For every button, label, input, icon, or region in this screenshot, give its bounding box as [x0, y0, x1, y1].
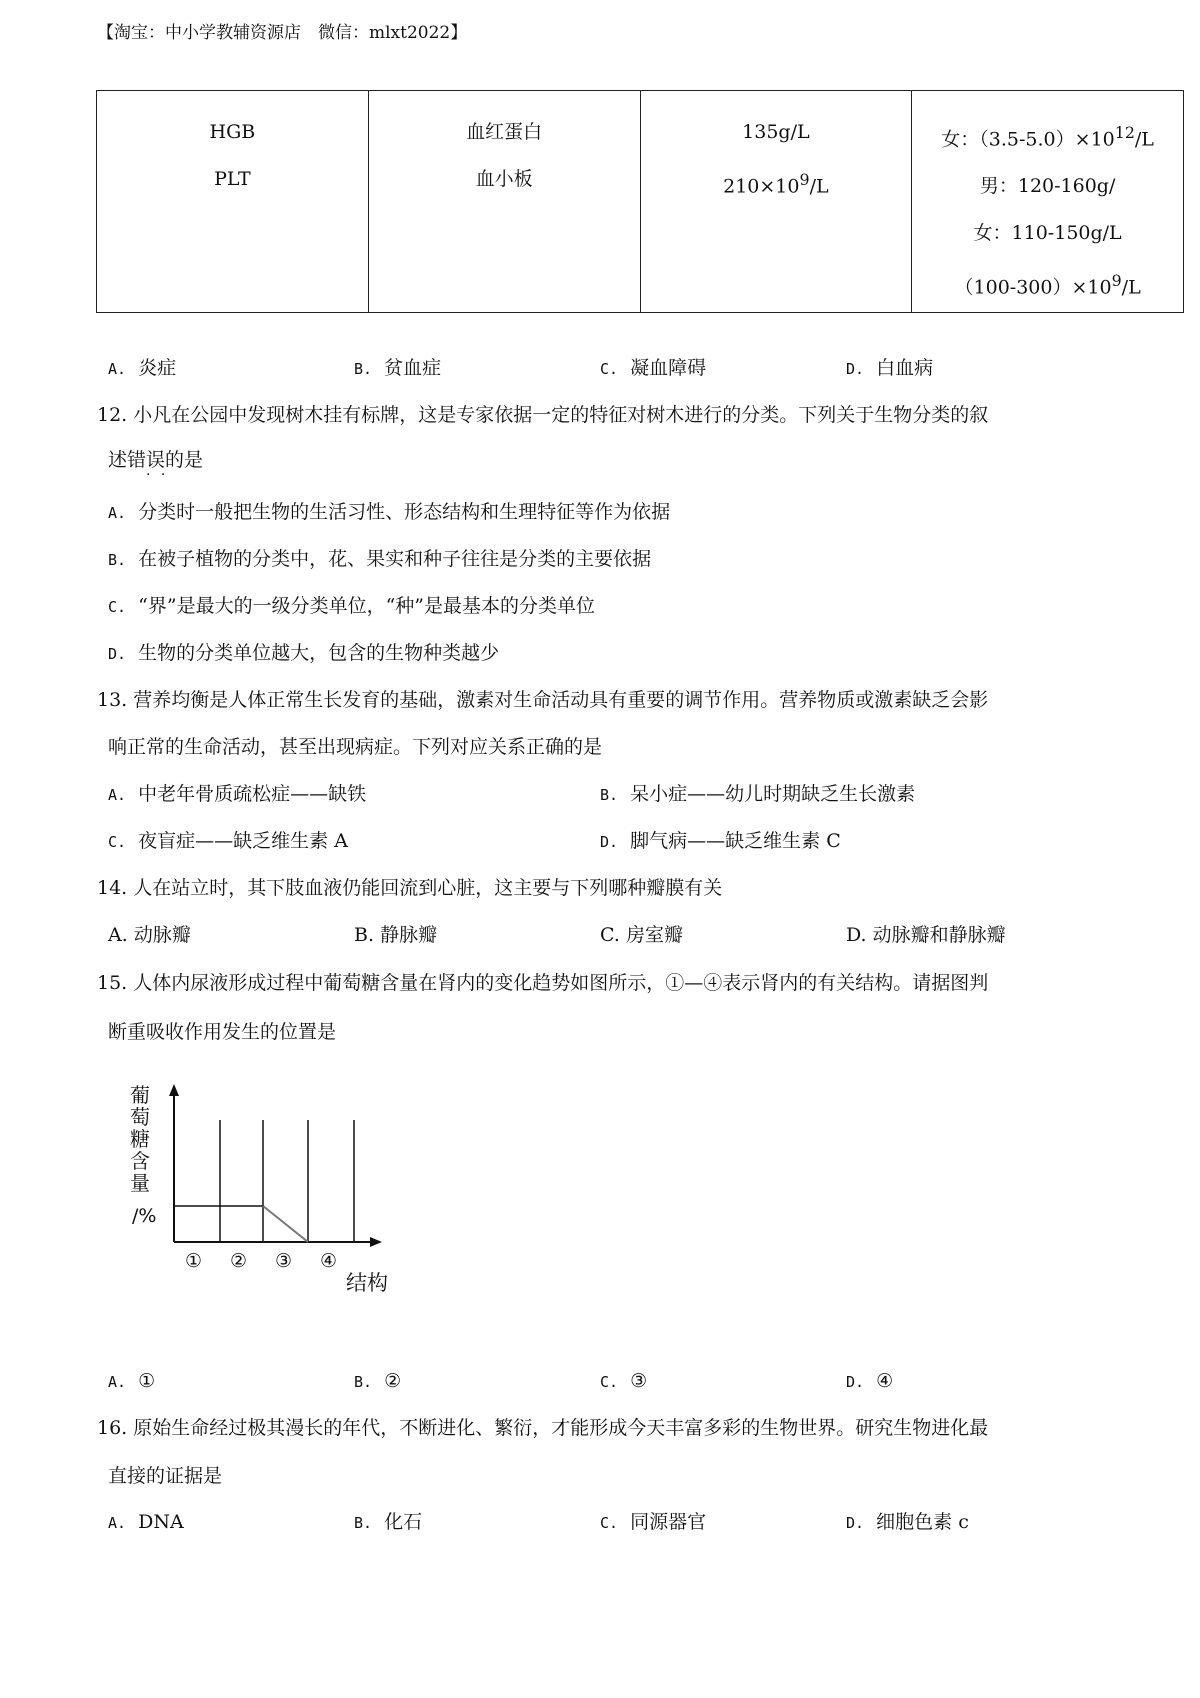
ylabel-unit: /% — [132, 1205, 157, 1227]
ylabel-char: 量 — [130, 1171, 150, 1195]
tick-1: ① — [185, 1250, 203, 1272]
page-header: 【淘宝：中小学教辅资源店 微信：mlxt2022】 — [97, 23, 468, 43]
ref-hgb-female: 女：110-150g/L — [973, 222, 1122, 245]
tick-3: ③ — [275, 1250, 293, 1272]
q16-option-d[interactable]: D. 细胞色素 c — [846, 1511, 969, 1533]
q15-option-b[interactable]: B. ② — [354, 1370, 402, 1392]
q16-stem-line2: 直接的证据是 — [108, 1465, 223, 1487]
q11-option-d[interactable]: D. 白血病 — [846, 357, 934, 379]
y-axis-label — [130, 1083, 156, 1227]
q11-option-c[interactable]: C. 凝血障碍 — [600, 357, 707, 379]
q14-stem: 14. 人在站立时，其下肢血液仍能回流到心脏，这主要与下列哪种瓣膜有关 — [97, 877, 723, 899]
q16-option-c[interactable]: C. 同源器官 — [600, 1511, 707, 1533]
q13-option-c[interactable]: C. 夜盲症——缺乏维生素 A — [108, 830, 348, 852]
q13-stem-line2: 响正常的生命活动，甚至出现病症。下列对应关系正确的是 — [108, 736, 603, 758]
q13-option-d[interactable]: D. 脚气病——缺乏维生素 C — [600, 830, 841, 852]
table-cell-abbr — [97, 91, 369, 313]
q13-option-a[interactable]: A. 中老年骨质疏松症——缺铁 — [108, 783, 367, 805]
q11-option-a[interactable]: A. 炎症 — [108, 357, 177, 379]
q12-option-a[interactable]: A. 分类时一般把生物的生活习性、形态结构和生理特征等作为依据 — [108, 501, 671, 523]
ref-hgb-male: 男：120-160g/ — [979, 175, 1116, 198]
ylabel-char: 糖 — [130, 1127, 150, 1151]
q15-option-a[interactable]: A. ① — [108, 1370, 156, 1392]
ylabel-char: 萄 — [130, 1105, 150, 1129]
q16-option-b[interactable]: B. 化石 — [354, 1511, 423, 1533]
q16-stem-line1: 16. 原始生命经过极其漫长的年代，不断进化、繁衍，才能形成今天丰富多彩的生物世界。研究生物进化最 — [97, 1417, 989, 1439]
table-cell-result — [640, 91, 912, 313]
q14-option-b[interactable]: B. 静脉瓣 — [354, 924, 438, 946]
q13-option-b[interactable]: B. 呆小症——幼儿时期缺乏生长激素 — [600, 783, 916, 805]
abbr-hgb: HGB — [209, 121, 256, 143]
x-axis-arrow — [370, 1237, 382, 1247]
ref-plt: $(100-300)\times 10^9/L$ — [954, 271, 1141, 299]
q13-stem-line1: 13. 营养均衡是人体正常生长发育的基础，激素对生命活动具有重要的调节作用。营养物质或激素缺乏会影 — [97, 689, 989, 711]
x-ticks — [185, 1250, 337, 1272]
q12-stem-line2: 述错误的是 · · — [108, 448, 1200, 472]
tick-4: ④ — [320, 1250, 338, 1272]
q12-stem-line1: 12. 小凡在公园中发现树木挂有标牌，这是专家依据一定的特征对树木进行的分类。下列关于生物分类的叙 — [97, 404, 989, 426]
q15-option-d[interactable]: D. ④ — [846, 1370, 894, 1392]
ref-rbc-female: 女：$(3.5-5.0)\times 10^{12}/L$ — [941, 123, 1154, 151]
x-axis-label: 结构 — [346, 1271, 388, 1295]
ylabel-char: 含 — [130, 1149, 150, 1173]
q12-option-c[interactable]: C. “界”是最大的一级分类单位，“种”是最基本的分类单位 — [108, 595, 596, 617]
name-plt: 血小板 — [475, 168, 533, 190]
abbr-plt: PLT — [214, 168, 251, 190]
q15-stem-line1: 15. 人体内尿液形成过程中葡萄糖含量在肾内的变化趋势如图所示，①—④表示肾内的有关结构。请据图判 — [97, 972, 989, 994]
table-row — [97, 91, 1184, 313]
blood-test-table — [96, 90, 1184, 313]
name-hgb: 血红蛋白 — [466, 121, 543, 143]
q14-option-a[interactable]: A. 动脉瓣 — [108, 924, 191, 946]
table-cell-name — [368, 91, 640, 313]
result-plt: $210\times 10^9/L$ — [723, 170, 829, 198]
q16-option-a[interactable]: A. DNA — [108, 1511, 184, 1533]
q12-option-d[interactable]: D. 生物的分类单位越大，包含的生物种类越少 — [108, 642, 500, 664]
glucose-figure — [130, 1080, 410, 1300]
result-hgb: 135g/L — [742, 121, 810, 143]
q11-option-b[interactable]: B. 贫血症 — [354, 357, 442, 379]
ylabel-char: 葡 — [130, 1083, 150, 1107]
q15-stem-line2: 断重吸收作用发生的位置是 — [108, 1021, 337, 1043]
q14-option-c[interactable]: C. 房室瓣 — [600, 924, 683, 946]
glucose-level-line-decline — [263, 1206, 308, 1242]
q12-option-b[interactable]: B. 在被子植物的分类中，花、果实和种子往往是分类的主要依据 — [108, 548, 652, 570]
q14-option-d[interactable]: D. 动脉瓣和静脉瓣 — [846, 924, 1006, 946]
q15-option-c[interactable]: C. ③ — [600, 1370, 648, 1392]
tick-2: ② — [230, 1250, 248, 1272]
table-cell-reference — [912, 91, 1184, 313]
y-axis-arrow — [169, 1084, 179, 1096]
